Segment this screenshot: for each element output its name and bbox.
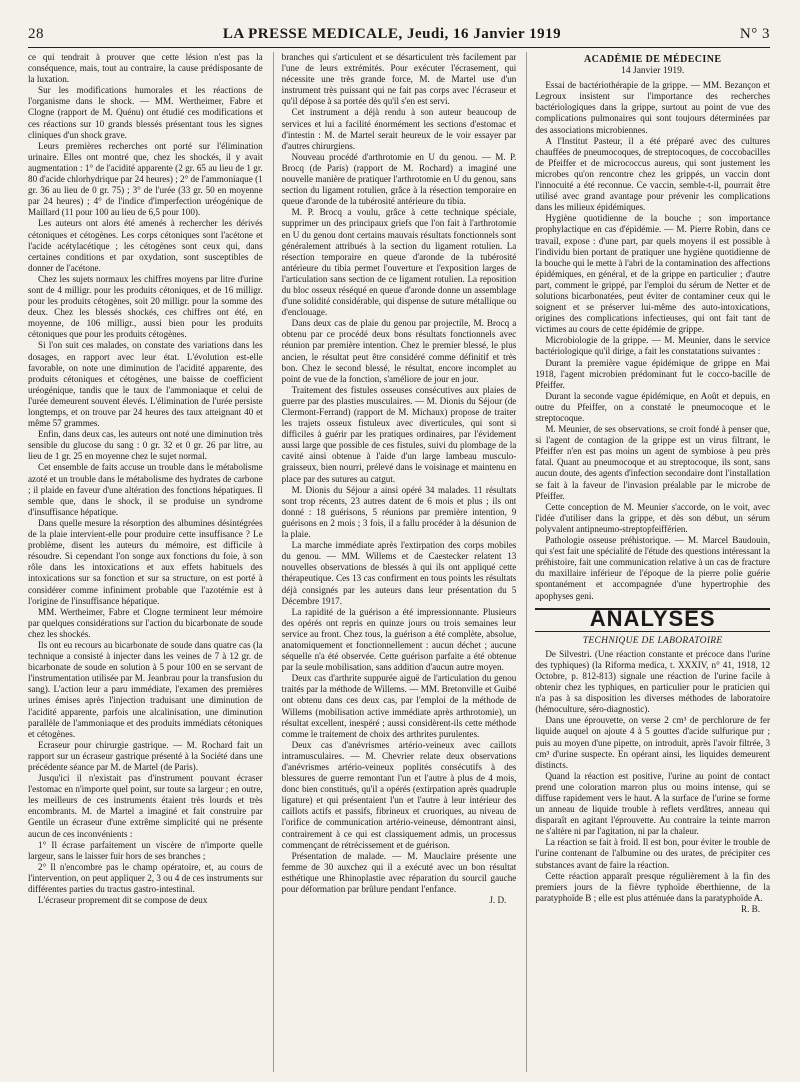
article-paragraph: Quand la réaction est positive, l'urine au point de contact prend une coloration marron plus ou moins intense, qui se diffuse rapidement vers le haut. A la surface de l'urine se forme un anneau de liquide trouble à reflets verdâtres, anneau qui disparaît en agitant l'éprouvette. Au contraire la teinte marron ne s'altère ni par l'agitation, ni par la chaleur. <box>535 770 771 837</box>
article-paragraph: MM. Wertheimer, Fabre et Clogne terminent leur mémoire par quelques considérations sur l'action du bicarbonate de soude chez les shockés. <box>28 606 263 639</box>
article-paragraph-lead: Hygiène quotidienne de la bouche ; son importance prophylactique en cas d'épidémie. — M. Pierre Robin, dans ce travail, expose : d'une part, par quels moyens il est possible à l'individu bien portant de pratiquer une hygiène quotidienne de la bouche qui le mette à l'abri de la contamination des affections épidémiques, en général, et de la grippe en particulier ; d'autre part, comment le grippé, par l'emploi du sérum de Netter et de solutions bicarbonatées, peut éviter de contaminer ceux qui le soignent et se préserver lui-même des auto-intoxications, origines des complications infectieuses, qui ont fait tant de victimes au cours de cette épidémie de grippe. <box>535 213 771 335</box>
running-head <box>28 26 770 46</box>
issue-number: N° 3 <box>739 26 770 42</box>
article-paragraph-lead: Sur les modifications humorales et les réactions de l'organisme dans le shock. — MM. Wertheimer, Fabre et Clogne (rapport de M. Quénu) ont étudié ces modifications et ces réactions sur 10 grands blessés présentant tous les signes cliniques d'un shock grave. <box>28 85 263 140</box>
article-paragraph: Cet instrument a déjà rendu à son auteur beaucoup de services et lui a facilité énormément les sections d'estomac et d'intestin : M. de Martel serait heureux de le voir essayer par d'autres chirurgiens. <box>281 107 517 151</box>
article-paragraph-lead: La marche immédiate après l'extirpation des corps mobiles du genou. — MM. Willems et de Caestecker relatent 13 nouvelles observations de blessés à qui ils ont appliqué cette thérapeutique. Ces 13 cas confirment en tous points les résultats déjà consignés par les auteurs dans leur présentation du 5 Décembre 1917. <box>281 540 517 606</box>
article-paragraph-lead: Traitement des fistules osseuses consécutives aux plaies de guerre par des plasties musculaires. — M. Dionis du Séjour (de Clermont-Ferrand) (rapport de M. Michaux) propose de traiter les trajets osseux fistuleux avec diverticules, qui sont si difficiles à guérir par les pratiques ordinaires, par l'évidement aussi large que possible de ces fistules, suivi du plombage de la cavité ainsi obtenue à l'aide d'un large lambeau musculo-graisseux, bien nourri, prélevé dans le voisinage et maintenu en place par des sutures au catgut. <box>281 384 517 484</box>
article-paragraph-lead: De Silvestri. (Une réaction constante et précoce dans l'urine des typhiques) (la Riforma medica, t. XXXIV, n° 41, 1918, 12 Octobre, p. 812-813) signale une réaction de l'urine facile à obtenir chez les typhiques, en particulier pour le praticien qui n'a pas à sa disposition les diverses méthodes de laboratoire (hémoculture, séro-diagnostic). <box>535 648 771 715</box>
subsection-title: TECHNIQUE DE LABORATOIRE <box>582 635 723 646</box>
journal-title: LA PRESSE MEDICALE, Jeudi, 16 Janvier 1919 <box>222 26 562 42</box>
article-paragraph-lead: Deux cas d'arthrite suppurée aiguë de l'articulation du genou traités par la méthode de Willems. — MM. Bretonville et Guibé ont obtenu dans ces deux cas, par l'emploi de la méthode de Willems (mobilisation active immédiate après arthrotomie), un résultat excellent, inespéré ; aussi considèrent-ils cette méthode comme le traitement de choix des arthrites purulentes. <box>281 673 517 739</box>
article-paragraph: Leurs premières recherches ont porté sur l'élimination urinaire. Elles ont montré que, chez les shockés, il y avait augmentation : 1° de l'acidité apparente (2 gr. 65 au lieu de 1 gr. 80 d'acide chlorhydrique par 24 heures) ; 2° de l'ammoniaque (1 gr. 36 au lieu de 0 gr. 75) ; 3° de l'urée (33 gr. 50 en moyenne par 24 heures) ; 4° de l'indice d'imperfection uréogénique de Maillard (11 pour 100 au lieu de 6,5 pour 100). <box>28 140 263 218</box>
article-paragraph: Jusqu'ici il n'existait pas d'instrument pouvant écraser l'estomac en n'importe quel point, sur toute sa largeur ; en outre, les meilleurs de ces instruments étaient très lourds et très encombrants. M. de Martel a imaginé et fait construire par Gentile un écraseur d'une extrême simplicité qui ne présente aucun de ces inconvénients : <box>28 773 263 839</box>
article-paragraph: Les auteurs ont alors été amenés à rechercher les dérivés cétoniques et cétogènes. Les corps cétoniques sont l'acétone et l'acide acétylacétique ; les cétogènes sont ceux qui, dans certaines conditions et par oxydation, sont susceptibles de donner de l'acétone. <box>28 218 263 273</box>
article-paragraph: Cette conception de M. Meunier s'accorde, on le voit, avec l'idée d'utiliser dans la grippe, et dès son début, un sérum polyvalent antipneumo-streptopfeifférien. <box>535 501 771 534</box>
article-paragraph: Si l'on suit ces malades, on constate des variations dans les dosages, en rapport avec leur état. L'évolution est-elle favorable, on note une diminution de l'acidité apparente, des produits cétoniques et cétogènes, une baisse de coefficient uréogénique, tandis que le taux de l'ammoniaque et celui de l'urée demeurent souvent élevés. L'élimination de l'urée persiste longtemps, et on trouve par 24 heures des taux atteignant 40 et même 57 grammes. <box>28 340 263 429</box>
article-paragraph: Dans une éprouvette, on verse 2 cm³ de perchlorure de fer liquide auquel on ajoute 4 à 5 gouttes d'acide sulfurique pur ; puis au moyen d'une pipette, on introduit, après l'avoir filtrée, 3 cm³ d'urine suspecte. En opérant ainsi, les liquides demeurent distincts. <box>535 715 771 770</box>
article-paragraph-lead: Ecraseur pour chirurgie gastrique. — M. Rochard fait un rapport sur un écraseur gastrique présenté à la Société dans une précédente séance par M. de Martel (de Paris). <box>28 739 263 772</box>
analyses-title: ANALYSES <box>589 605 716 631</box>
column-3 <box>526 52 770 1072</box>
article-paragraph-lead: Présentation de malade. — M. Mauclaire présente une femme de 30 auxchez qui il a exécuté avec un bon résultat esthétique une Rhinoplastie avec réparation du sourcil gauche pour déformation par brûlure pendant l'enfance. <box>281 850 517 895</box>
article-paragraph: 1° Il écrase parfaitement un viscère de n'importe quelle largeur, sans le laisser fuir hors de ses branches ; <box>28 839 263 861</box>
article-paragraph: Chez les sujets normaux les chiffres moyens par litre d'urine sont de 4 milligr. pour les produits cétoniques, et de 16 milligr. pour les produits cétogènes, soit 20 milligr. pour la somme des deux. Chez les blessés shockés, ces chiffres ont été, en moyenne, de 106 milligr., aussi bien pour les produits cétoniques que pour les produits cétogènes. <box>28 273 263 340</box>
article-paragraph-lead: Microbiologie de la grippe. — M. Meunier, dans le service bactériologique qu'il dirige, a fait les constatations suivantes : <box>535 335 771 357</box>
article-paragraph-lead: Pathologie osseuse préhistorique. — M. Marcel Baudouin, qui s'est fait une spécialité de l'étude des questions intéressant la préhistoire, fait une communication relative à un cas de fracture du maxillaire inférieur de l'époque de la pierre polie guérie spontanément et accompagnée d'une hypertrophie des apophyses geni. <box>535 535 771 601</box>
article-paragraph-lead: Nouveau procédé d'arthrotomie en U du genou. — M. P. Brocq (de Paris) (rapport de M. Rochard) a imaginé une nouvelle manière de pratiquer l'arthrotomie en U du genou, sans section du ligament rotulien, grâce à la résection temporaire en queue d'aronde de la tubérosité antérieure du tibia. <box>281 151 517 207</box>
article-paragraph: Enfin, dans deux cas, les auteurs ont noté une diminution très sensible du glucose du sang : 0 gr. 32 et 0 gr. 26 par litre, au lieu de 1 gr. 25 en moyenne chez le sujet normal. <box>28 429 263 462</box>
article-paragraph: branches qui s'articulent et se désarticulent très facilement par l'une de leurs extrémités. Pour exécuter l'écrasement, qui nécessite une très grande force, M. de Martel use d'un instrument très puissant qui ne fait pas corps avec l'écraseur et qu'il dépose à sa portée dès qu'il s'en est servi. <box>281 52 517 107</box>
column-1 <box>28 52 263 1072</box>
header-rule <box>28 47 770 48</box>
article-paragraph: L'écraseur proprement dit se compose de deux <box>38 895 208 906</box>
article-paragraph: A l'Institut Pasteur, il a été préparé avec des cultures chauffées de pneumocoques, de streptocoques, de coccobacilles de Pfeiffer et de micrococcus aureus, qui sont justement les microbes qu'on rencontre chez les grippés, un vaccin dont l'innocuité a été reconnue. Ce vaccin, semble-t-il, pourrait être utilisé avec grand avantage pour prévenir les complications dans les milieux épidémiques. <box>535 135 771 213</box>
article-paragraph: Cet ensemble de faits accuse un trouble dans le métabolisme azoté et un trouble dans le métabolisme des hydrates de carbone ; il plaide en faveur d'une altération des fonctions hépatiques. Il semble que, dans le shock, il se produise un syndrome d'insuffisance hépatique. <box>28 462 263 517</box>
article-paragraph: M. Meunier, de ses observations, se croit fondé à penser que, si l'agent de contagion de la grippe est un virus filtrant, le Pfeiffer n'en est pas moins un agent de symbiose à peu près fatal. Quant au pneumocoque et au streptocoque, ils sont, sans aucun doute, des agents d'infection secondaire dont l'installation se fait à la faveur de l'invasion préalable par le microbe de Pfeiffer. <box>535 424 771 501</box>
article-paragraph: ce qui tendrait à prouver que cette lésion n'est pas la conséquence, mais, tout au contraire, la cause prédisposante de la luxation. <box>28 52 263 85</box>
signature: R. B. <box>740 903 761 914</box>
article-paragraph: 2° Il n'encombre pas le champ opératoire, et, au cours de l'intervention, on peut appliquer 2, 3 ou 4 de ces instruments sur différentes parties du tractus gastro-intestinal. <box>28 861 263 895</box>
article-paragraph: M. P. Brocq a voulu, grâce à cette technique spéciale, supprimer un des principaux griefs que l'on fait à l'arthrotomie en U du genou dont certains mauvais résultats fonctionnels sont généralement attribués à la section du ligament rotulien. La résection temporaire en queue d'aronde de la tubérosité antérieure du tibia permet l'ouverture et l'exposition larges de l'articulation sans section de ce ligament rotulien. La reposition du bloc osseux réséqué en queue d'aronde donne un assemblage d'une solidité considérable, qui dispense de suture métallique ou d'enclouage. <box>281 207 517 318</box>
article-paragraph: M. Dionis du Séjour a ainsi opéré 34 malades. 11 résultats sont trop récents, 23 autres datent de 6 mois et plus ; ils ont donné : 18 guérisons, 5 réunions par première intention, 9 guérisons en 2 mois ; 3 fois, il a fallu procéder à la désunion de la plaie. <box>281 484 517 540</box>
signature: J. D. <box>489 895 507 906</box>
article-paragraph: Dans deux cas de plaie du genou par projectile, M. Brocq a obtenu par ce procédé deux bons résultats fonctionnels avec réunion par première intention. Chez le premier blessé, le plus ancien, le résultat peut être considéré comme définitif et très bon. Chez le second blessé, le résultat, encore incomplet au point de vue de la fonction, s'améliore de jour en jour. <box>281 318 517 384</box>
article-paragraph: La réaction se fait à froid. Il est bon, pour éviter le trouble de l'urine contenant de l'albumine ou des urates, de précipiter ces substances avant de faire la réaction. <box>535 837 771 870</box>
columns <box>28 52 770 1072</box>
article-paragraph: Durant la première vague épidémique de grippe en Mai 1918, l'agent microbien prédominant fut le cocco-bacille de Pfeiffer. <box>535 357 771 390</box>
section-title: ACADÉMIE DE MÉDECINE <box>583 54 722 65</box>
article-paragraph-lead: Essai de bactériothérapie de la grippe. — MM. Bezançon et Legroux insistent sur l'importance des recherches bactériologiques dans la grippe, surtout au point de vue des complications pulmonaires qui sont toujours déterminées par des associations microbiennes. <box>535 80 771 135</box>
analyses-banner <box>535 605 770 632</box>
column-2 <box>273 52 517 1072</box>
article-paragraph: Durant la seconde vague épidémique, en Août et depuis, en outre du Pfeiffer, on a constaté le pneumocoque et le streptocoque. <box>535 390 771 423</box>
article-paragraph-lead: Deux cas d'anévrismes artério-veineux avec caillots intramusculaires. — M. Chevrier relate deux observations d'anévrismes artério-veineux poplités consécutifs à des blessures de guerre remontant l'un et l'autre à plus de 4 mois, donc bien constitués, qu'il a opérés (extirpation après quadruple ligature) et qui présentaient l'un et l'autre à leur intérieur des caillots actifs et passifs, fibrineux et cruoriques, au niveau de l'orifice de communication artério-veineuse, démontrant ainsi, contrairement à ce qui est classiquement admis, un processus commençant de rétrécissement et de guérison. <box>281 739 517 850</box>
section-date: 14 Janvier 1919. <box>621 66 685 77</box>
article-paragraph: La rapidité de la guérison a été impressionnante. Plusieurs des opérés ont repris en quinze jours ou trois semaines leur service au front. Chez tous, la guérison a été complète, absolue, anatomiquement et fonctionnellement : aucun déchet ; aucune séquelle n'a été observée. Cette guérison parfaite a été obtenue par la seule mobilisation, sans addition d'aucun autre moyen. <box>281 606 517 673</box>
article-paragraph: Dans quelle mesure la résorption des albumines désintégrées de la plaie intervient-elle pour produire cette insuffisance ? Le problème, disent les auteurs du mémoire, est difficile à résoudre. Si cependant l'on songe aux fonctions du foie, à son rôle dans les intoxications et aux effets habituels des intoxications sur sa fonction et sur sa structure, on est porté à considérer comme infiniment probable que l'azotémie est à l'origine de l'insuffisance hépatique. <box>28 517 263 606</box>
article-paragraph: Ils ont eu recours au bicarbonate de soude dans quatre cas (la technique a consisté à injecter dans les veines de 7 à 12 gr. de bicarbonate de soude en solution à 5 pour 100 en se servant de l'instrumentation utilisée par M. Jeanbrau pour la transfusion du sang). L'action leur a paru immédiate, l'examen des premières urines émises après l'injection traduisant une diminution de l'acidité apparente, parfois une alcalinisation, une diminution parallèle de l'ammoniaque et des produits immédiats cétoniques et cétogènes. <box>28 639 263 739</box>
article-paragraph: Cette réaction apparaît presque régulièrement à la fin des premiers jours de la fièvre typhoïde éberthienne, de la paratyphoïde B ; elle est plus atténuée dans la paratyphoïde A. <box>535 870 771 903</box>
page-number: 28 <box>28 26 44 42</box>
